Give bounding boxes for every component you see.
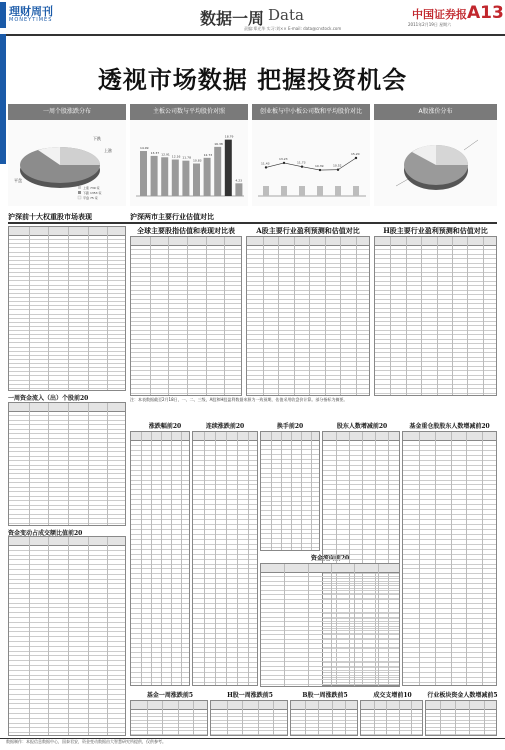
data-table-4 [246,236,370,396]
section-title-ratio: 资金变动占成交额比值前20 [8,530,83,537]
header-meta: 责编:郑光华 实习:刘×× E-mail: data@cnstock.com [244,26,342,31]
table-header-12 [131,701,207,710]
section-title-industry: 沪深两市主要行业估值对比 [130,212,214,221]
a-share-table-title: A股主要行业盈利预测和估值对比 [256,226,360,235]
gem-bar-3 [317,186,323,196]
panel-title-gem: 创业板与中小板公司数和平均股价对比 [252,104,370,128]
global-table-title: 全球主要股指估值和表现对比表 [137,226,235,235]
data-table-6 [130,431,190,686]
pie-panel [8,120,126,206]
section-title-weights: 沪深前十大权重股市场表现 [8,212,92,221]
rank-title-flow: 资金流向前20 [310,555,350,562]
paper-date: 2011年2月19日 星期六 [408,22,452,27]
gem-label-2: 11.73 [297,160,306,165]
rank-title-change: 涨跌幅前20 [148,423,182,430]
pie-legend-up: 上涨 739 家 [83,186,100,190]
bar-label-1: 13.37 [150,150,160,155]
bar-8 [225,140,232,196]
price-pie-chart [374,120,497,206]
bar-label-4: 11.78 [182,155,191,160]
panel-title-mainboard: 主板公司数与平均股价对照 [130,104,248,120]
bar-0 [140,151,147,196]
section-title: 数据一周 [200,9,265,28]
gem-bar-0 [263,186,269,196]
bar-7 [214,147,221,196]
table-header-15 [361,701,422,710]
data-table-2 [8,536,126,736]
page-footer: 数据制作：本报信息数据中心，国泰君安，资金变动数据由大智慧研究所提供，仅供参考。 [0,738,505,745]
bar-label-5: 10.83 [193,158,202,163]
bar-1 [151,156,158,196]
pie-legend-down: 下跌 1353 家 [83,191,102,195]
rank-title-turnover: 换手前20 [276,423,304,430]
data-table-12 [130,700,208,736]
gem-bar-1 [281,186,287,196]
bar-label-2: 12.91 [161,152,170,157]
data-table-10 [402,431,497,686]
mainboard-panel [130,120,248,206]
h-share-table-title: H股主要行业盈利预测和估值对比 [383,226,488,235]
gem-label-1: 13.23 [279,156,288,161]
bar-label-8: 18.79 [224,134,234,139]
mainboard-chart [130,120,248,206]
data-table-5 [374,236,497,396]
gem-label-4: 10.52 [333,163,342,168]
table-header-13 [211,701,287,710]
data-table-0 [8,226,126,391]
table-header-5 [375,237,496,246]
bar-label-7: 16.38 [214,141,223,146]
bar-label-3: 12.16 [171,154,181,159]
left-rail [0,34,6,164]
panel-title-distribution: 一周个股涨跌分布 [8,104,126,120]
bottom-title-fund: 基金一周涨跌前5 [146,692,194,699]
gem-label-3: 10.39 [315,164,324,169]
brand-logo: 理财周刊 [9,5,53,18]
gem-panel [252,120,370,206]
data-table-7 [192,431,258,686]
gem-bar-2 [299,186,305,196]
data-table-16 [425,700,497,736]
section-title-inflow: 一周资金流入（出）个股前20 [8,395,89,402]
data-table-11 [260,563,400,687]
bar-label-6: 12.73 [203,152,213,157]
section-tag: Data [268,6,304,24]
bar-9 [235,183,242,196]
price-panel [374,120,497,206]
table-header-16 [426,701,496,710]
bottom-title-sector: 行业板块资金人数增减前5 [427,692,498,699]
data-table-3 [130,236,242,396]
bar-label-9: 4.23 [235,178,243,183]
bar-4 [182,161,189,196]
pie-legend-flat: 平盘 75 家 [83,196,98,200]
pie-label-up: 上涨 [104,148,112,153]
distribution-pie-chart [8,120,126,206]
paper-name: 中国证券报 [412,8,467,21]
bar-5 [193,164,200,196]
table-header-4 [247,237,369,246]
rank-title-holders: 股东人数增减前20 [336,423,388,430]
gem-label-5: 15.20 [351,152,360,156]
bar-6 [204,158,211,196]
logo-mark [0,2,6,28]
pie-label-down: 下跌 [93,136,101,141]
rank-title-fund-holders: 基金重仓股股东人数增减前20 [409,423,490,430]
gem-label-0: 11.43 [261,161,270,166]
data-table-1 [8,402,126,526]
table-header-14 [291,701,357,710]
gem-chart [252,120,370,206]
bottom-title-h: H股一周涨跌前5 [227,692,273,699]
data-table-8 [260,431,320,551]
data-table-15 [360,700,423,736]
bar-2 [161,157,168,196]
data-table-14 [290,700,358,736]
panel-title-price: A股涨价分布 [374,104,497,120]
table-note: 注：本表数据截至2月18日，一、二、三级，A股和H股盈利数据来源为一致预期，估值采用收盘价计算。部分指标为摘要。 [130,397,348,402]
bar-label-0: 14.99 [140,146,149,151]
gem-bar-4 [335,186,341,196]
page-number: A13 [467,3,504,23]
bottom-title-volume: 成交支增前10 [373,692,412,699]
gem-bar-5 [353,186,359,196]
rank-title-streak: 连续涨跌前20 [205,423,245,430]
data-table-13 [210,700,288,736]
brand-subtitle: MONEYTIMES [9,17,53,23]
bar-3 [172,160,179,196]
bottom-title-b: B股一周涨跌前5 [302,692,348,699]
page-headline: 透视市场数据 把握投资机会 [97,65,408,94]
pie-label-flat: 平盘 [14,178,22,183]
